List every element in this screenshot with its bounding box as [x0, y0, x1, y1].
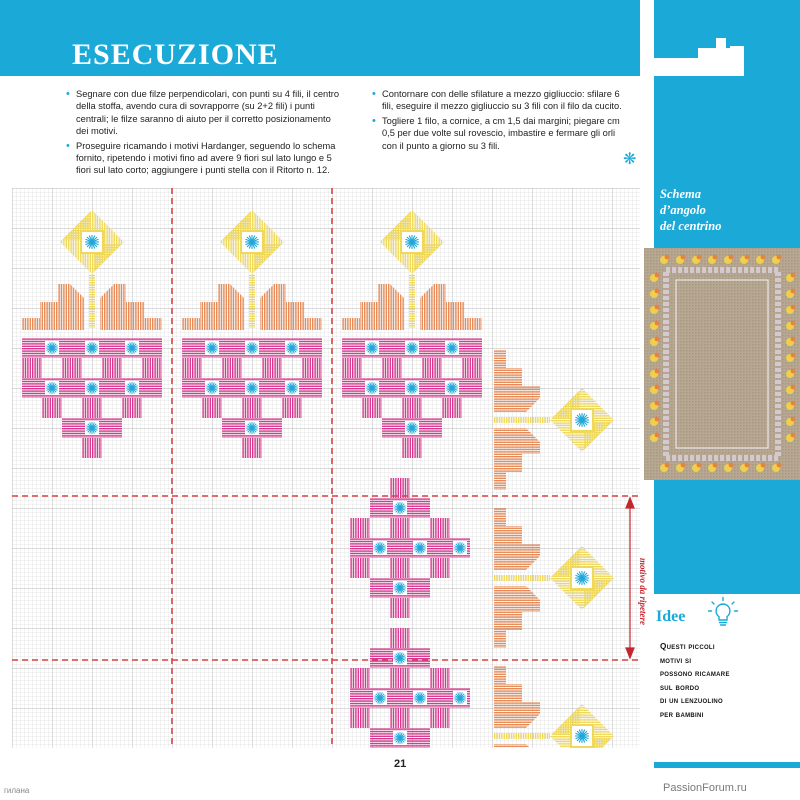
magenta-star-block	[410, 688, 430, 708]
magenta-block	[462, 378, 482, 398]
idee-line: di un lenzuolino	[660, 696, 724, 705]
schema-label-line: d’angolo	[660, 203, 706, 217]
magenta-star-block	[82, 378, 102, 398]
magenta-star-block	[402, 338, 422, 358]
magenta-star-block	[42, 378, 62, 398]
doily-photo-svg	[644, 248, 800, 480]
magenta-star-block	[442, 338, 462, 358]
magenta-block	[202, 398, 222, 418]
magenta-star-block	[242, 378, 262, 398]
magenta-star-block	[82, 418, 102, 438]
magenta-star-block	[402, 418, 422, 438]
magenta-block	[390, 478, 410, 498]
instructions-left	[64, 88, 344, 179]
embroidery-chart-svg	[12, 188, 640, 748]
magenta-block	[222, 338, 242, 358]
magenta-block	[342, 358, 362, 378]
idee-title: Idee	[656, 608, 686, 625]
magenta-block	[390, 668, 410, 688]
magenta-block	[430, 668, 450, 688]
idee-line: motivi si	[660, 655, 692, 665]
magenta-block	[182, 378, 202, 398]
magenta-star-block	[390, 578, 410, 598]
magenta-block	[370, 578, 390, 598]
schema-label-line: Schema	[660, 187, 701, 201]
magenta-star-block	[390, 648, 410, 668]
magenta-block	[410, 578, 430, 598]
decor-square	[698, 48, 744, 76]
magenta-block	[102, 358, 122, 378]
magenta-star-block	[82, 338, 102, 358]
magenta-block	[350, 558, 370, 578]
magenta-block	[462, 358, 482, 378]
magenta-block	[82, 398, 102, 418]
magenta-block	[430, 518, 450, 538]
magenta-block	[390, 598, 410, 618]
schema-label-line: del centrino	[660, 219, 722, 233]
magenta-star-block	[442, 378, 462, 398]
magenta-block	[22, 358, 42, 378]
idee-line: possono ricamare	[660, 669, 730, 678]
decor-square	[654, 58, 704, 76]
decor-square	[716, 38, 726, 48]
idee-line: per bambini	[660, 709, 704, 719]
embroidery-chart	[12, 188, 640, 748]
magenta-block	[382, 358, 402, 378]
corner-mark: гилана	[4, 786, 30, 795]
magenta-block	[62, 378, 82, 398]
magenta-block	[282, 398, 302, 418]
magenta-star-block	[42, 338, 62, 358]
idee-text	[660, 640, 796, 721]
magenta-block	[390, 538, 410, 558]
magenta-block	[62, 358, 82, 378]
magenta-block	[182, 338, 202, 358]
magenta-star-block	[370, 688, 390, 708]
magenta-block	[370, 498, 390, 518]
magenta-star-block	[242, 418, 262, 438]
magenta-star-block	[122, 378, 142, 398]
magenta-star-block	[450, 688, 470, 708]
magenta-block	[22, 338, 42, 358]
instruction-item: • Proseguire ricamando i motivi Hardanger, seguendo lo schema fornito, ripetendo i motivi fino ad avere 9 fiori sul lato lungo e 5 fiori sul lato corto; aggiungere i punti stella con il Ritorto n. 12.	[76, 140, 344, 177]
magenta-block	[390, 518, 410, 538]
magenta-block	[402, 438, 422, 458]
idee-box	[648, 594, 800, 762]
magenta-block	[182, 358, 202, 378]
magenta-block	[302, 358, 322, 378]
magenta-block	[382, 418, 402, 438]
magenta-star-block	[450, 538, 470, 558]
magenta-block	[102, 418, 122, 438]
magenta-block	[342, 378, 362, 398]
magenta-block	[370, 648, 390, 668]
magenta-block	[350, 518, 370, 538]
magenta-block	[302, 378, 322, 398]
magenta-block	[242, 438, 262, 458]
magenta-block	[222, 378, 242, 398]
snowflake-icon: ❋	[623, 151, 637, 168]
magenta-block	[222, 358, 242, 378]
magenta-block	[350, 688, 370, 708]
magenta-block	[350, 538, 370, 558]
magenta-block	[362, 398, 382, 418]
idee-line: Questi piccoli	[660, 642, 715, 651]
magenta-block	[430, 538, 450, 558]
magenta-star-block	[242, 338, 262, 358]
magenta-block	[370, 728, 390, 748]
instruction-item: • Contornare con delle sfilature a mezzo gigliuccio: sfilare 6 fili, eseguire il mezzo gigliuccio su 3 fili con il filo da cucito.	[382, 88, 632, 113]
magenta-block	[410, 648, 430, 668]
magenta-block	[62, 338, 82, 358]
magenta-block	[102, 338, 122, 358]
magenta-star-block	[390, 728, 410, 748]
magenta-star-block	[410, 538, 430, 558]
motif-repeat-label: motivo da ripetere	[638, 557, 648, 625]
magenta-block	[410, 728, 430, 748]
watermark: PassionForum.ru	[663, 782, 747, 794]
magenta-star-block	[202, 378, 222, 398]
magenta-block	[82, 438, 102, 458]
magenta-block	[422, 338, 442, 358]
magenta-block	[302, 338, 322, 358]
magenta-block	[222, 418, 242, 438]
magenta-block	[402, 398, 422, 418]
magenta-block	[350, 668, 370, 688]
magenta-block	[142, 358, 162, 378]
magenta-star-block	[390, 498, 410, 518]
instruction-item: • Togliere 1 filo, a cornice, a cm 1,5 dai margini; piegare cm 0,5 per due volte sul rovescio, imbastire e fermare gli orli con il punto a giorno su 3 fili.	[382, 115, 632, 152]
magenta-star-block	[362, 338, 382, 358]
magenta-block	[342, 338, 362, 358]
lightbulb-icon	[706, 596, 740, 630]
magenta-block	[262, 338, 282, 358]
magenta-block	[390, 688, 410, 708]
magenta-block	[22, 378, 42, 398]
magenta-block	[262, 358, 282, 378]
magenta-block	[42, 398, 62, 418]
magenta-star-block	[122, 338, 142, 358]
magenta-block	[242, 398, 262, 418]
magenta-star-block	[282, 338, 302, 358]
magenta-block	[122, 398, 142, 418]
header-band-right	[654, 0, 800, 8]
magenta-block	[462, 338, 482, 358]
magenta-block	[390, 628, 410, 648]
instruction-item: • Segnare con due filze perpendicolari, con punti su 4 fili, il centro della stoffa, avendo cura di sovrapporre (su 2+2 fili) i punti centrali; le filze saranno di aiuto per il corretto posizionamento dei motivi.	[76, 88, 344, 138]
page-title: ESECUZIONE	[72, 38, 279, 71]
magenta-block	[142, 378, 162, 398]
magenta-star-block	[362, 378, 382, 398]
magenta-block	[422, 378, 442, 398]
schema-label	[660, 186, 788, 234]
magenta-block	[430, 558, 450, 578]
magenta-block	[350, 708, 370, 728]
magenta-star-block	[402, 378, 422, 398]
magenta-block	[142, 338, 162, 358]
magenta-block	[422, 418, 442, 438]
magenta-block	[390, 708, 410, 728]
magenta-block	[422, 358, 442, 378]
magenta-star-block	[202, 338, 222, 358]
magenta-block	[262, 418, 282, 438]
page-number: 21	[394, 758, 407, 770]
magenta-block	[430, 708, 450, 728]
idee-line: sul bordo	[660, 682, 700, 692]
magenta-block	[430, 688, 450, 708]
magenta-block	[410, 498, 430, 518]
magenta-block	[390, 558, 410, 578]
magenta-block	[382, 338, 402, 358]
magenta-block	[262, 378, 282, 398]
doily-photo	[644, 248, 800, 480]
magenta-block	[442, 398, 462, 418]
magenta-block	[382, 378, 402, 398]
magenta-block	[102, 378, 122, 398]
instructions-right	[370, 88, 632, 154]
magenta-block	[62, 418, 82, 438]
magenta-star-block	[282, 378, 302, 398]
magenta-star-block	[370, 538, 390, 558]
